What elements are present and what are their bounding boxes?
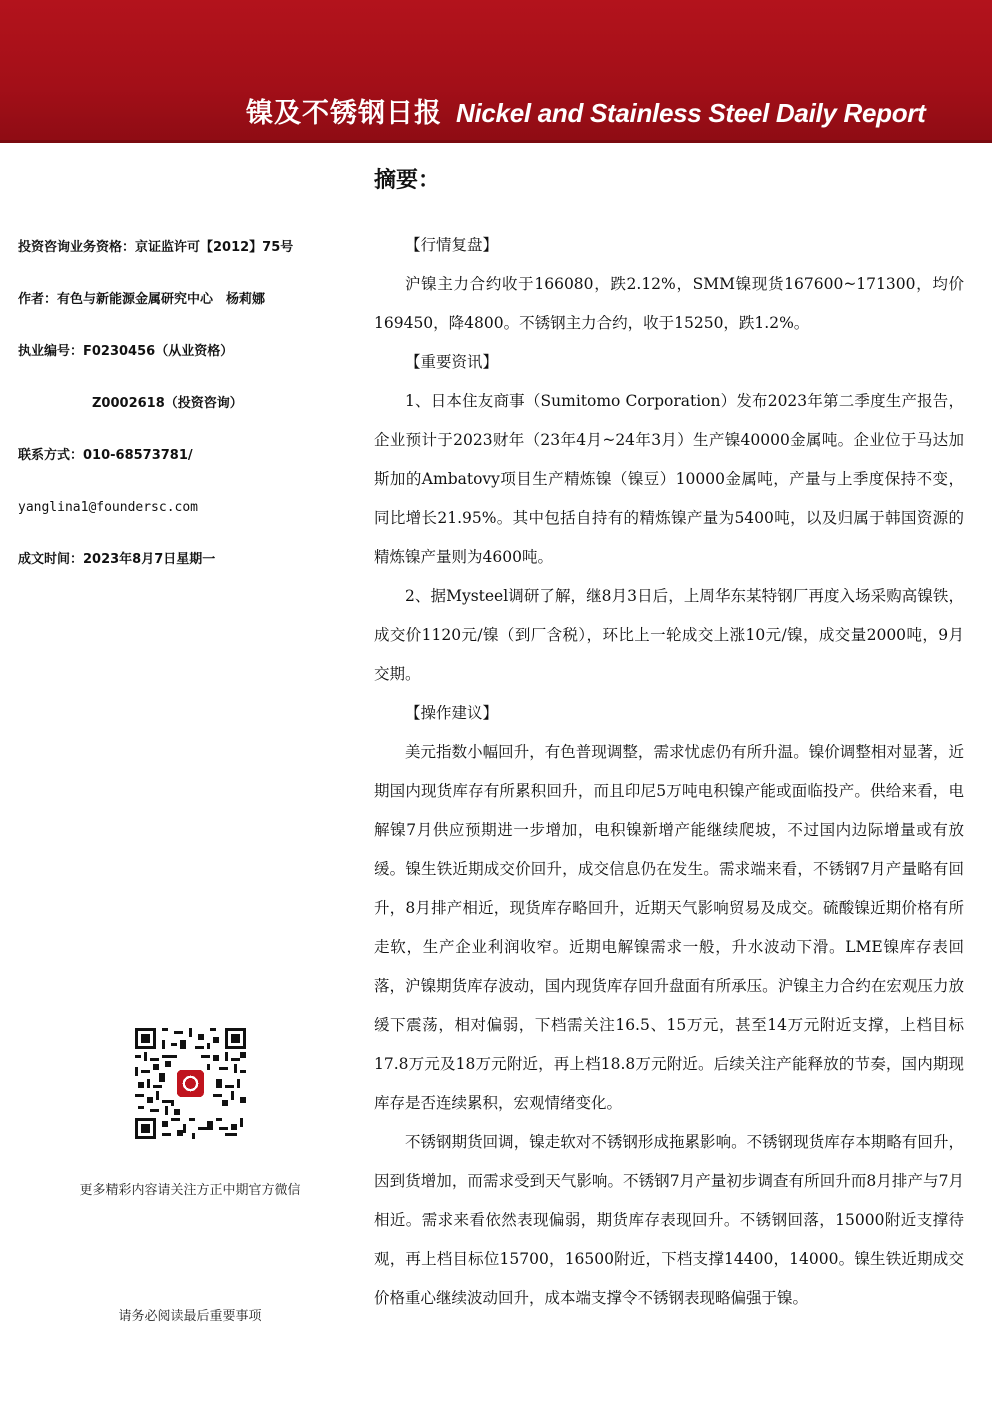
advice-paragraph-1: 美元指数小幅回升，有色普现调整，需求忧虑仍有所升温。镍价调整相对显著，近期国内现货库存有所累积回升，而且印尼5万吨电积镍产能或面临投产。供给来看，电解镍7月供应预期进一步增加，电积镍新增产能继续爬坡，不过国内边际增量或有放缓。镍生铁近期成交价回升，成交信息仍在发生。需求端来看，不锈钢7月产量略有回升，8月排产相近，现货库存略回升，近期天气影响贸易及成交。硫酸镍近期价格有所走软，生产企业利润收窄。近期电解镍需求一般，升水波动下滑。LME镍库存表回落，沪镍期货库存波动，国内现货库存回升盘面有所承压。沪镍主力合约在宏观压力放缓下震荡，相对偏弱，下档需关注16.5、15万元，甚至14万元附近支撑，上档目标17.8万元及18万元附近，再上档18.8万元附近。后续关注产能释放的节奏，国内期现库存是否连续累积，宏观情绪变化。: [374, 743, 964, 1112]
section-title-advice: 【操作建议】: [405, 704, 499, 722]
author-info-panel: [18, 238, 348, 602]
important-notice: 请务必阅读最后重要事项: [118, 1309, 262, 1324]
report-title: [246, 96, 925, 131]
license-line-2: Z0002618（投资咨询）: [92, 396, 243, 411]
section-title-news: 【重要资讯】: [405, 353, 499, 371]
market-review-text: 沪镍主力合约收于166080，跌2.12%，SMM镍现货167600~171300，均价169450，降4800。不锈钢主力合约，收于15250，跌1.2%。: [374, 275, 964, 332]
qualification-line: 投资咨询业务资格：京证监许可【2012】75号: [18, 240, 294, 255]
date-line: 成文时间：2023年8月7日星期一: [18, 552, 216, 567]
news-item-1: 1、日本住友商事（Sumitomo Corporation）发布2023年第二季度生产报告，企业预计于2023财年（23年4月~24年3月）生产镍40000金属吨。企业位于马达加斯加的Ambatovy项目生产精炼镍（镍豆）10000金属吨，产量与上季度保持不变，同比增长21.95%。其中包括自持有的精炼镍产量为5400吨，以及归属于韩国资源的精炼镍产量则为4600吨。: [374, 392, 964, 566]
contact-line: 联系方式：010-68573781/: [18, 448, 193, 463]
report-title-cn: 镍及不锈钢日报: [246, 98, 442, 129]
email-link[interactable]: yanglina1@foundersc.com: [18, 500, 199, 515]
report-body: [374, 226, 964, 1318]
qr-caption: 更多精彩内容请关注方正中期官方微信: [79, 1183, 301, 1198]
author-line: 作者：有色与新能源金属研究中心 杨莉娜: [18, 292, 266, 307]
advice-paragraph-2: 不锈钢期货回调，镍走软对不锈钢形成拖累影响。不锈钢现货库存本期略有回升，因到货增加，而需求受到天气影响。不锈钢7月产量初步调查有所回升而8月排产与7月相近。需求来看依然表现偏弱，期货库存表现回升。不锈钢回落，15000附近支撑待观，再上档目标位15700，16500附近，下档支撑14400，14000。镍生铁近期成交价格重心继续波动回升，成本端支撑令不锈钢表现略偏强于镍。: [374, 1133, 964, 1307]
wechat-qr-code: [135, 1028, 246, 1139]
header-banner: [0, 0, 992, 143]
license-line-1: 执业编号：F0230456（从业资格）: [18, 344, 234, 359]
summary-heading: 摘要：: [374, 168, 441, 193]
news-item-2: 2、据Mysteel调研了解，继8月3日后，上周华东某特钢厂再度入场采购高镍铁，成交价1120元/镍（到厂含税），环比上一轮成交上涨10元/镍，成交量2000吨，9月交期。: [374, 587, 964, 683]
report-title-en: Nickel and Stainless Steel Daily Report: [456, 98, 926, 128]
section-title-market: 【行情复盘】: [405, 236, 499, 254]
